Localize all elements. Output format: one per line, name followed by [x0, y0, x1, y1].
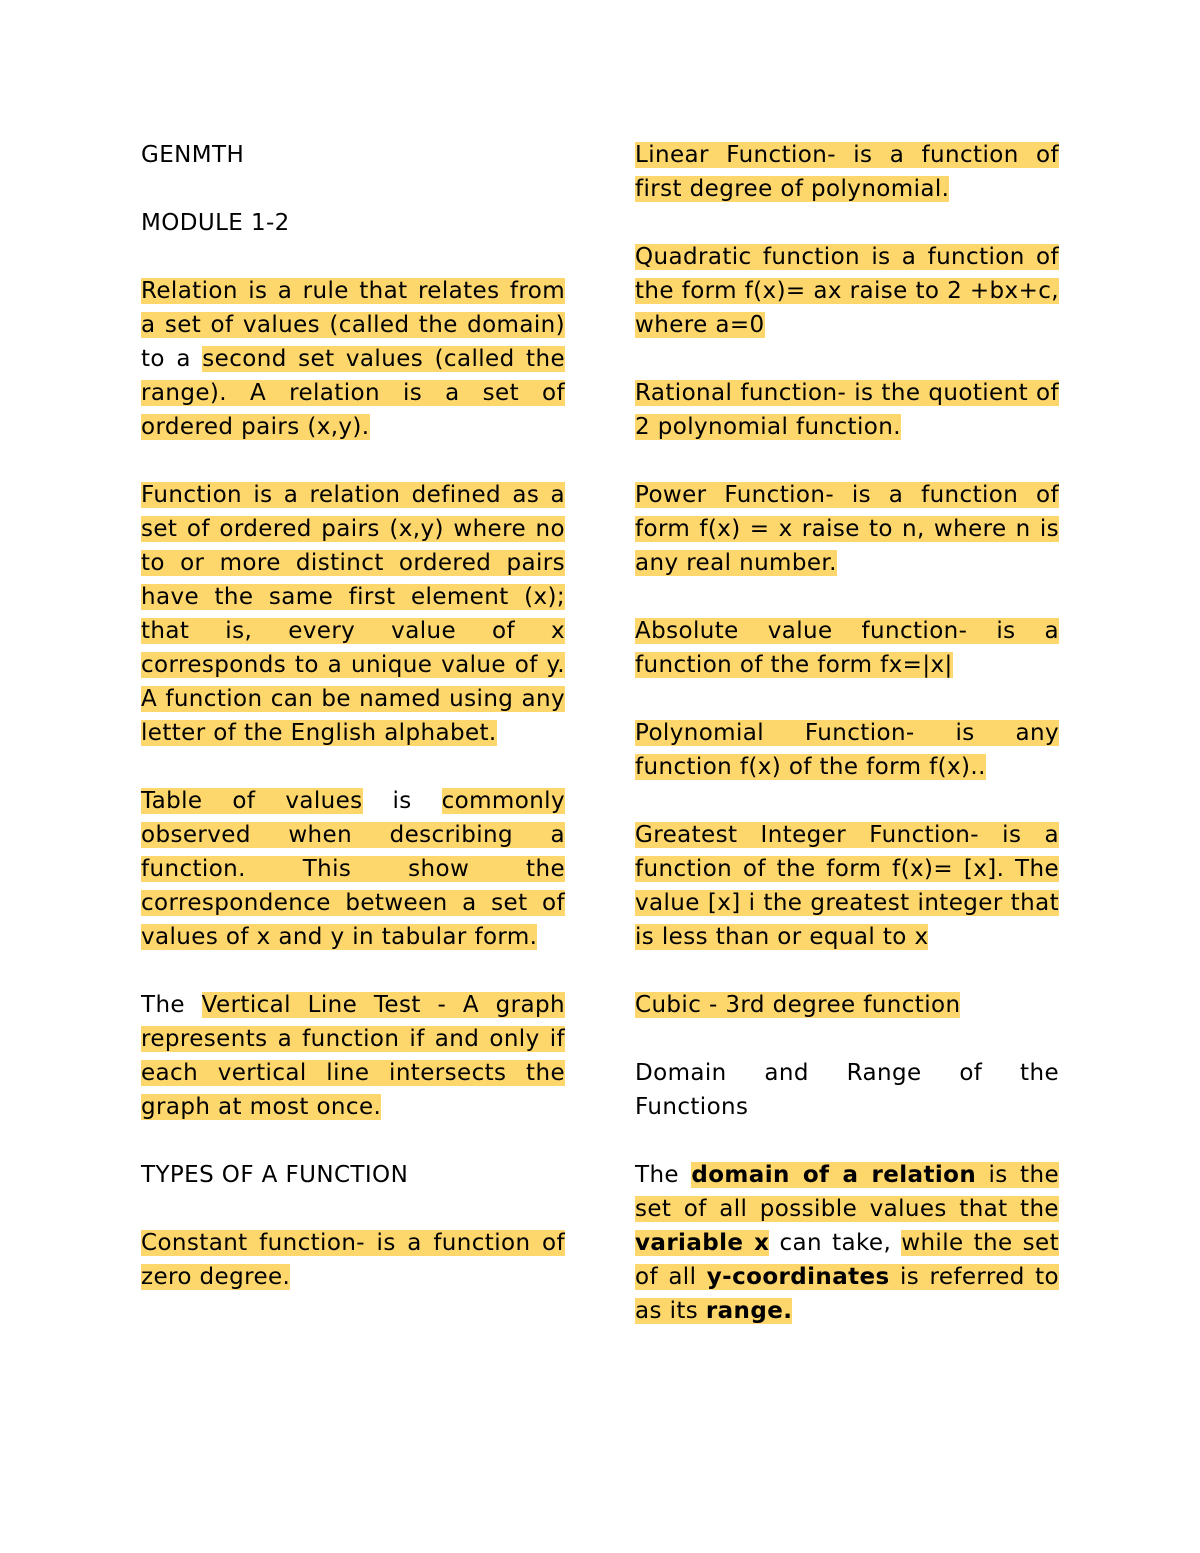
absolute-value-function-paragraph	[635, 614, 1059, 682]
highlight: Rational function- is the quotient of 2 polynomial function.	[635, 380, 1059, 440]
highlight: second set values (called the range). A relation is a set of ordered pairs (x,y).	[141, 346, 565, 440]
table-of-values-paragraph: Table of values is commonly observed when describing a function. This show the correspondence between a set of values of x and y in tabular form.	[141, 788, 565, 950]
highlight: Constant function- is a function of zero degree.	[141, 1230, 565, 1290]
highlight: variable x	[635, 1230, 770, 1256]
highlight: range.	[705, 1298, 793, 1324]
right-column	[635, 138, 1059, 1362]
power-function-paragraph	[635, 478, 1059, 580]
highlight: Relation is a rule that relates from a set of values (called the domain)	[141, 278, 565, 338]
document-title: GENMTH	[141, 142, 245, 168]
rational-function-paragraph	[635, 376, 1059, 444]
highlight: is referred to as its	[635, 1264, 1060, 1324]
highlight: Power Function- is a function of form f(x) = x raise to n, where n is any real number.	[635, 482, 1059, 576]
linear-function-paragraph	[635, 138, 1059, 206]
greatest-integer-function-paragraph	[635, 818, 1059, 954]
highlight: Polynomial Function- is any function f(x) of the form f(x)..	[635, 720, 1059, 780]
highlight: Linear Function- is a function of first degree of polynomial.	[635, 142, 1059, 202]
highlight: Quadratic function is a function of the form f(x)= ax raise to 2 +bx+c, where a=0	[635, 244, 1059, 338]
vertical-line-test-paragraph: The Vertical Line Test - A graph represents a function if and only if each vertical line intersects the graph at most once.	[141, 992, 565, 1120]
highlight: y-coordinates	[706, 1264, 890, 1290]
highlight: Vertical Line Test - A graph represents a function if and only if each vertical line intersects the graph at most once.	[141, 992, 565, 1120]
constant-function-paragraph	[141, 1226, 565, 1294]
highlight: Absolute value function- is a function of the form fx=|x|	[635, 618, 1059, 678]
highlight: while the set of all	[635, 1230, 1059, 1290]
polynomial-function-paragraph	[635, 716, 1059, 784]
module-label: MODULE 1-2	[141, 210, 290, 236]
highlight: Greatest Integer Function- is a function of the form f(x)= [x]. The value [x] i the greatest integer that is less than or equal to x	[635, 822, 1059, 950]
relation-paragraph: Relation is a rule that relates from a set of values (called the domain) to a second set values (called the range). A relation is a set of ordered pairs (x,y).	[141, 278, 565, 440]
highlight: Table of values	[141, 788, 363, 814]
domain-range-heading: Domain and Range of the Functions	[635, 1060, 1059, 1120]
highlight: Function is a relation defined as a set of ordered pairs (x,y) where no to or more distinct ordered pairs have the same first element (x); that is, every value of x corresponds to a unique value of y. A function can be named using any letter of the English alphabet.	[141, 482, 565, 746]
quadratic-function-paragraph	[635, 240, 1059, 342]
highlight: Cubic - 3rd degree function	[635, 992, 961, 1018]
left-column	[141, 138, 565, 1328]
cubic-function-paragraph	[635, 988, 1059, 1022]
types-heading: TYPES OF A FUNCTION	[141, 1162, 409, 1188]
highlight: domain of a relation	[691, 1162, 977, 1188]
highlight: commonly observed when describing a function. This show the correspondence between a set of values of x and y in tabular form.	[141, 788, 565, 950]
highlight: is the set of all possible values that the	[635, 1162, 1059, 1222]
function-paragraph	[141, 478, 565, 750]
domain-definition-paragraph: The domain of a relation is the set of all possible values that the variable x can take, while the set of all y-coordinates is referred to as its range.	[635, 1162, 1060, 1324]
